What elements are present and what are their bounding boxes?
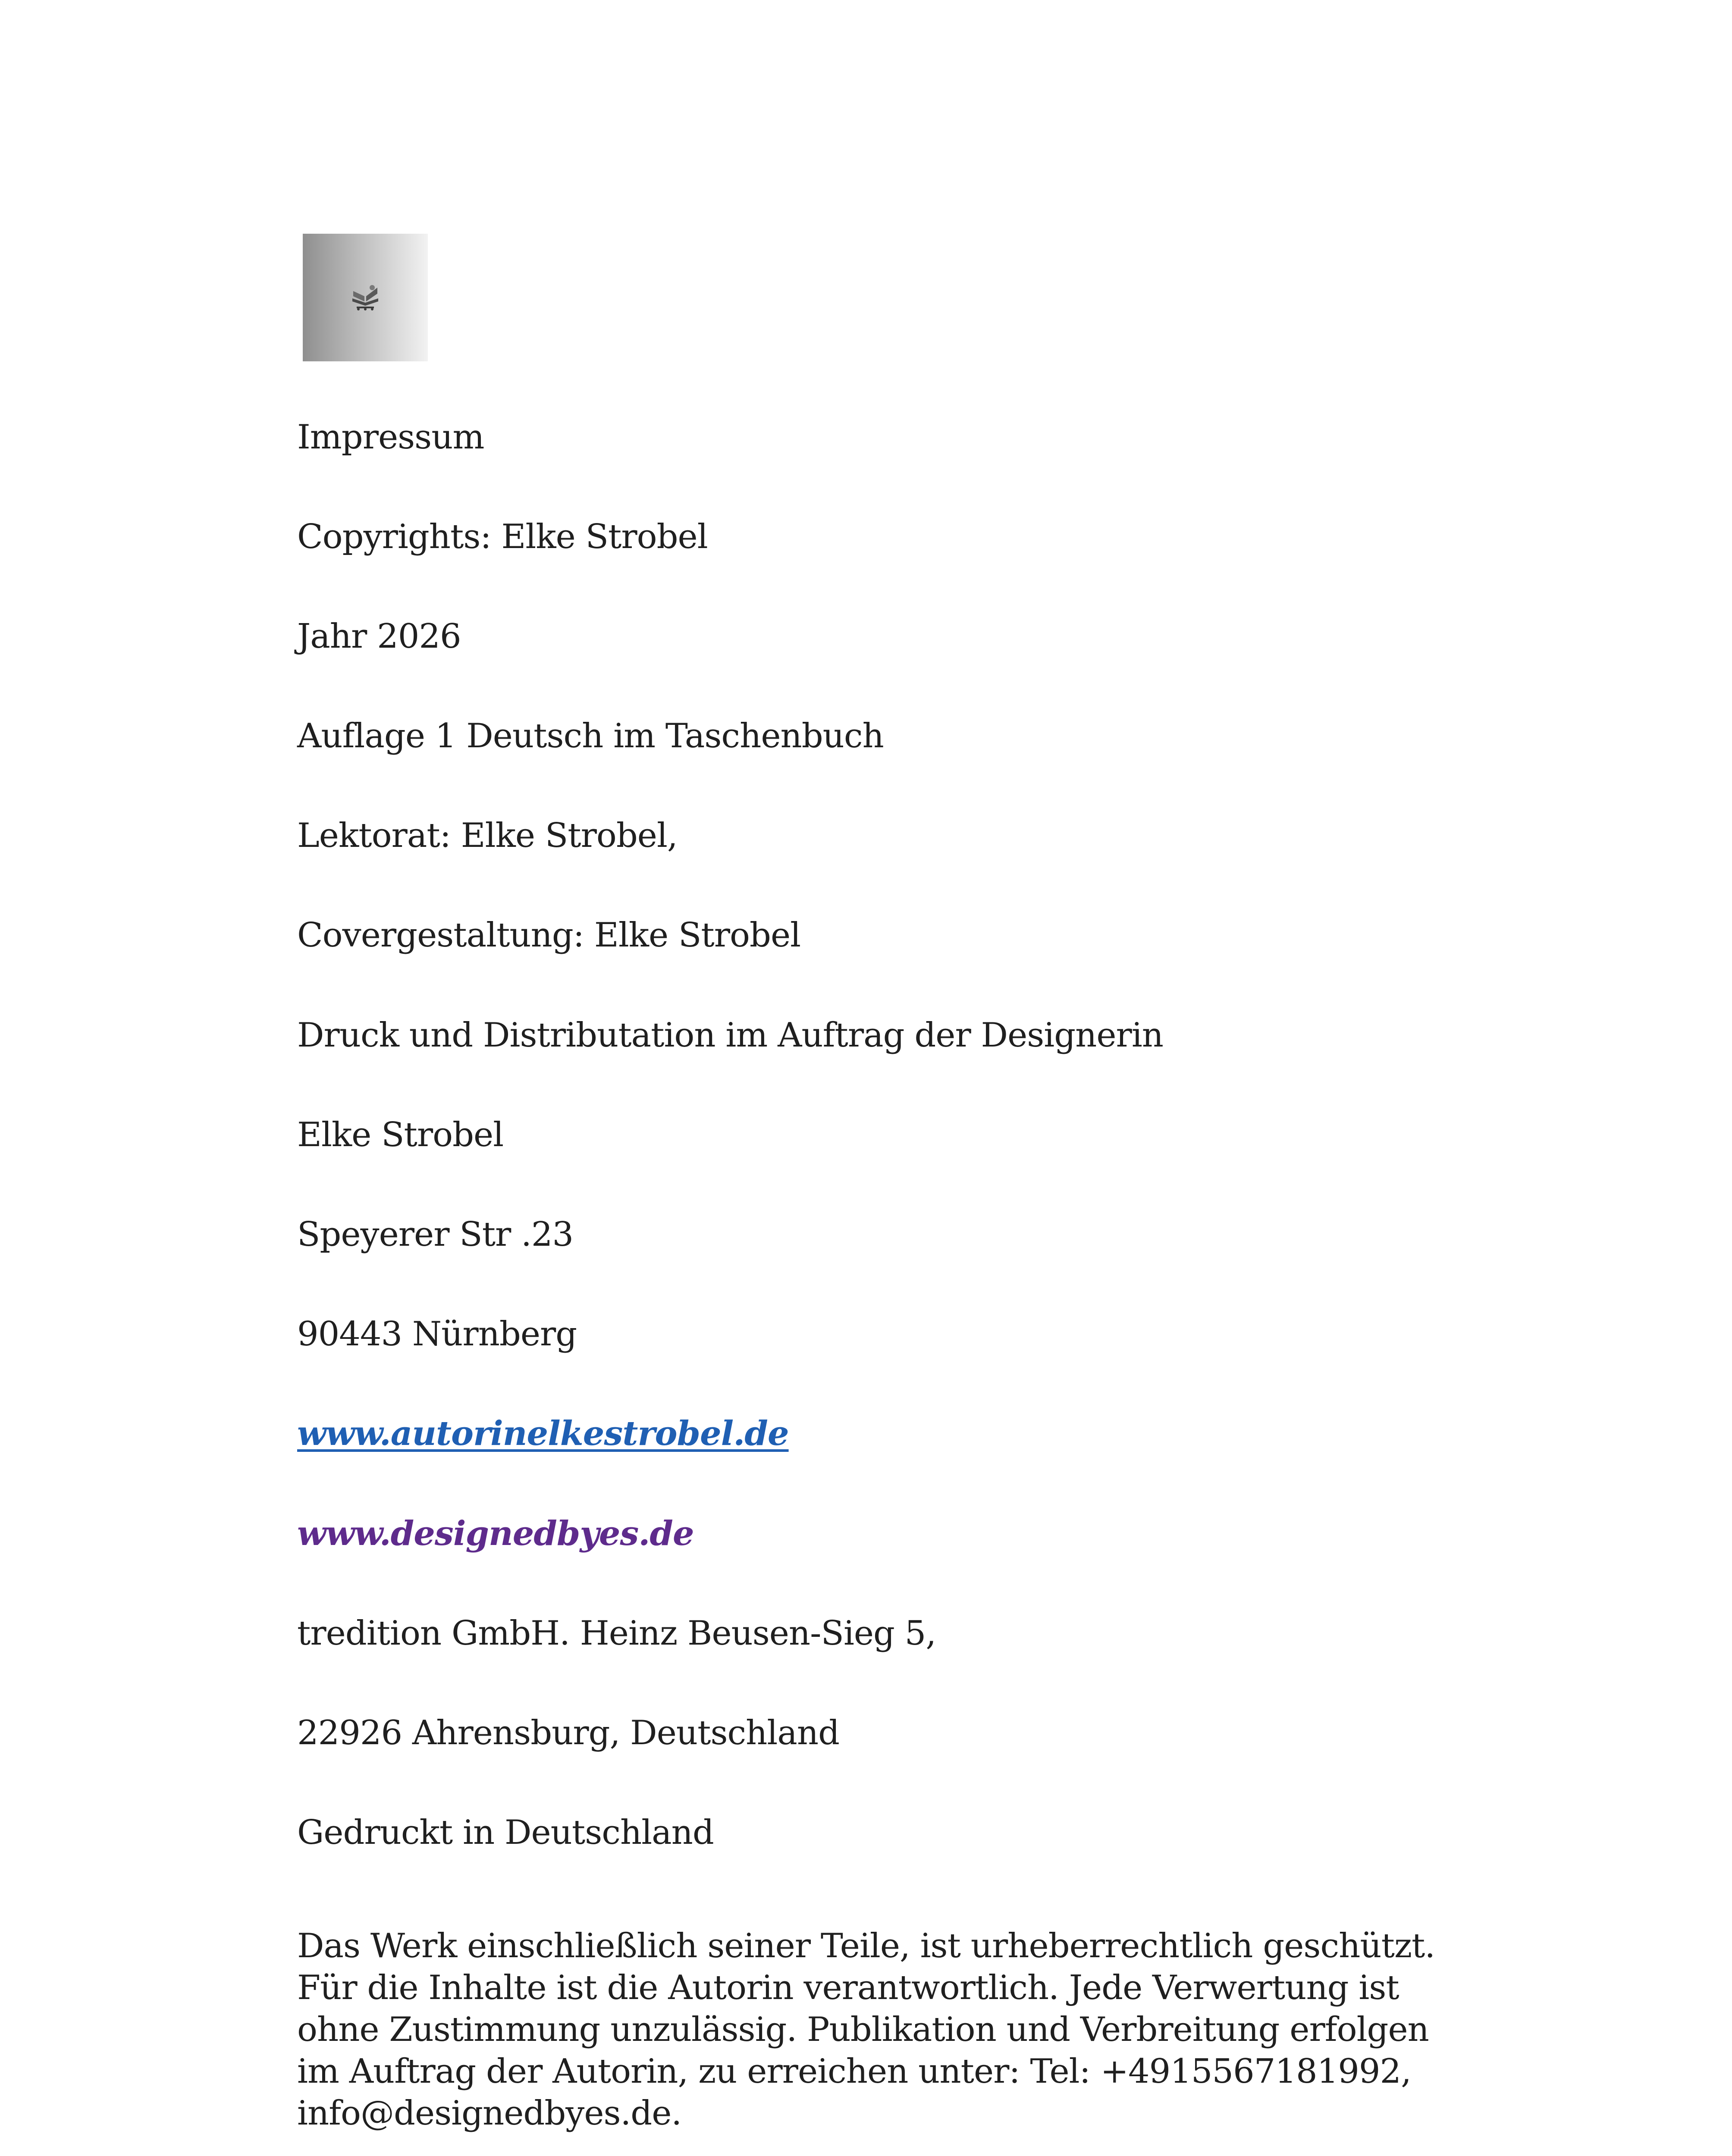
copyright-notice-paragraph: Das Werk einschließlich seiner Teile, ist urheberrechtlich geschützt. Für die Inhalte ist die Autorin verantwortlich. Jede Verwertung ist ohne Zustimmung unzulässig. Publikation und Verbreitung erfolgen im Auftrag der Autorin, zu erreichen unter: Tel: +4915567181992, info@designedbyes.de.	[297, 1927, 1435, 2133]
editing-line: Lektorat: Elke Strobel,	[297, 816, 678, 855]
year-line: Jahr 2026	[297, 617, 461, 656]
book-publisher-logo-icon	[344, 275, 387, 318]
imprint-heading: Impressum	[297, 418, 484, 457]
street-address: Speyerer Str .23	[297, 1215, 574, 1254]
publisher-address-line: tredition GmbH. Heinz Beusen-Sieg 5,	[297, 1614, 936, 1653]
copyrights-line: Copyrights: Elke Strobel	[297, 517, 708, 556]
author-name: Elke Strobel	[297, 1116, 504, 1154]
city-address: 90443 Nürnberg	[297, 1315, 577, 1354]
designer-website-link[interactable]: www.designedbyes.de	[297, 1514, 694, 1553]
print-distribution-line: Druck und Distributation im Auftrag der Designerin	[297, 1016, 1164, 1055]
printed-in-line: Gedruckt in Deutschland	[297, 1813, 714, 1852]
edition-line: Auflage 1 Deutsch im Taschenbuch	[297, 717, 884, 755]
author-website-link[interactable]: www.autorinelkestrobel.de	[297, 1414, 789, 1453]
publisher-logo	[303, 234, 428, 361]
cover-design-line: Covergestaltung: Elke Strobel	[297, 916, 801, 955]
publisher-city-line: 22926 Ahrensburg, Deutschland	[297, 1714, 840, 1752]
